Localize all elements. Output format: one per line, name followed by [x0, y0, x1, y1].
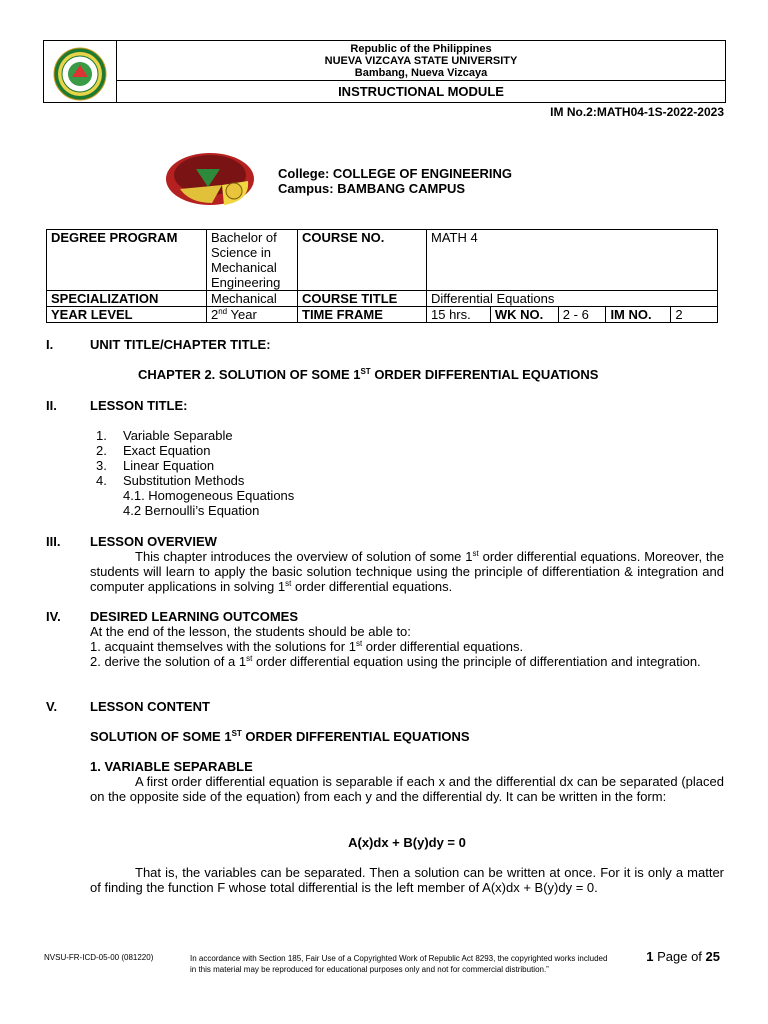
list-number: 4.: [96, 473, 107, 488]
overview-text: This chapter introduces the overview of solution of some 1: [135, 549, 473, 564]
course-title-value: Differential Equations: [427, 291, 718, 307]
campus-line: Campus: BAMBANG CAMPUS: [278, 181, 466, 196]
outcome-item: [90, 639, 724, 654]
section-title-content: LESSON CONTENT: [90, 699, 210, 714]
section-title-outcomes: DESIRED LEARNING OUTCOMES: [90, 609, 299, 624]
copyright-notice: In accordance with Section 185, Fair Use of a Copyrighted Work of Republic Act 8293, the copyrighted works included in this material may be reproduced for educational purposes only and not for commercial distribution.”: [190, 954, 608, 974]
ordinal-sup: st: [285, 579, 292, 588]
list-text: Linear Equation: [123, 458, 215, 473]
section-number: III.: [46, 534, 61, 549]
chapter-title-text-end: ORDER DIFFERENTIAL EQUATIONS: [370, 367, 599, 382]
ordinal-sup: st: [355, 639, 363, 648]
list-item: [96, 443, 294, 458]
content-title-text-end: ORDER DIFFERENTIAL EQUATIONS: [241, 729, 470, 744]
section-number: II.: [46, 398, 57, 413]
lesson-list: [96, 428, 294, 518]
course-no-value: MATH 4: [427, 230, 718, 291]
chapter-title-text: CHAPTER 2. SOLUTION OF SOME 1: [138, 367, 361, 382]
im-no-label: IM NO.: [606, 307, 671, 323]
table-row: [47, 230, 718, 291]
variable-separable-paragraph-2: That is, the variables can be separated. Then a solution can be written at once. For it is only a matter of finding the function F whose total differential is the left member of A(x)dx + B(y)dy = 0.: [90, 865, 724, 895]
list-item: 4.2 Bernoulli’s Equation: [123, 503, 260, 518]
specialization-value: Mechanical: [207, 291, 298, 307]
chapter-title: [138, 367, 598, 382]
list-item: 4.1. Homogeneous Equations: [123, 488, 295, 503]
university-name: NUEVA VIZCAYA STATE UNIVERSITY: [324, 55, 518, 67]
republic-line: Republic of the Philippines: [350, 43, 492, 55]
college-logo-icon: [160, 145, 270, 211]
year-suffix: nd: [218, 307, 228, 316]
university-seal-cell: [43, 40, 116, 103]
degree-program-value: Bachelor of Science in Mechanical Engineering: [207, 230, 298, 291]
list-text: Variable Separable: [123, 428, 233, 443]
im-no-value: 2: [671, 307, 718, 323]
university-name-block: [117, 43, 725, 79]
current-page: 1: [646, 949, 654, 964]
chapter-title-sup: ST: [360, 367, 371, 376]
overview-text: order differential equations. Moreover, the students will learn to apply the basic solution technique using the principle of differentiation & integration and computer applications in solving 1: [90, 549, 724, 594]
college-info: [278, 166, 512, 196]
overview-paragraph: [90, 549, 724, 594]
list-item: [96, 458, 294, 473]
year-number: 2: [211, 307, 219, 322]
year-level-label: YEAR LEVEL: [47, 307, 207, 323]
page-of-text: Page of: [653, 949, 706, 964]
page-number: [600, 949, 720, 964]
content-title-text: SOLUTION OF SOME 1: [90, 729, 232, 744]
variable-separable-title: 1. VARIABLE SEPARABLE: [90, 759, 253, 774]
course-no-label: COURSE NO.: [298, 230, 427, 291]
year-word: Year: [227, 307, 257, 322]
header-divider: [117, 80, 725, 81]
outcomes-block: [90, 624, 724, 669]
list-number: 3.: [96, 458, 107, 473]
university-seal-icon: [44, 41, 117, 104]
list-number: 1.: [96, 428, 107, 443]
overview-text: order differential equations.: [291, 579, 453, 594]
outcome-text: 1. acquaint themselves with the solutions for 1: [90, 639, 356, 654]
section-title-overview: LESSON OVERVIEW: [90, 534, 217, 549]
outcomes-intro: At the end of the lesson, the students should be able to:: [90, 624, 411, 639]
list-item: [96, 428, 294, 443]
section-number: I.: [46, 337, 54, 352]
degree-program-label: DEGREE PROGRAM: [47, 230, 207, 291]
document-header: [43, 40, 726, 103]
list-number: 2.: [96, 443, 107, 458]
ordinal-sup: st: [246, 654, 253, 663]
section-number: V.: [46, 699, 58, 714]
section-title-lesson: LESSON TITLE:: [90, 398, 188, 413]
table-row: [47, 307, 718, 323]
list-text: Exact Equation: [123, 443, 211, 458]
ordinal-sup: st: [472, 549, 479, 558]
header-title-cell: [116, 40, 726, 103]
content-title: [90, 729, 470, 744]
variable-separable-paragraph: A first order differential equation is separable if each x and the differential dx can be separated (placed on the opposite side of the equation) from each y and the differential dy. It can be written in the form:: [90, 774, 724, 804]
university-location: Bambang, Nueva Vizcaya: [354, 67, 488, 79]
total-pages: 25: [705, 949, 720, 964]
outcome-text: order differential equation using the principle of differentiation and integration.: [252, 654, 701, 669]
module-title: INSTRUCTIONAL MODULE: [338, 84, 504, 99]
list-text: Substitution Methods: [123, 473, 245, 488]
form-code: NVSU-FR-ICD-05-00 (081220): [44, 953, 154, 962]
week-no-label: WK NO.: [490, 307, 558, 323]
section-title-unit: UNIT TITLE/CHAPTER TITLE:: [90, 337, 271, 352]
content-title-sup: ST: [231, 729, 242, 738]
time-frame-label: TIME FRAME: [298, 307, 427, 323]
outcome-text: 2. derive the solution of a 1: [90, 654, 247, 669]
outcome-item: [90, 654, 724, 669]
week-no-value: 2 - 6: [558, 307, 606, 323]
section-number: IV.: [46, 609, 61, 624]
course-title-label: COURSE TITLE: [298, 291, 427, 307]
list-item: [96, 473, 294, 488]
equation: A(x)dx + B(y)dy = 0: [348, 835, 466, 850]
time-frame-value: 15 hrs.: [427, 307, 491, 323]
table-row: [47, 291, 718, 307]
specialization-label: SPECIALIZATION: [47, 291, 207, 307]
college-line: College: COLLEGE OF ENGINEERING: [278, 166, 513, 181]
im-number: IM No.2:MATH04-1S-2022-2023: [550, 105, 724, 119]
outcome-text: order differential equations.: [362, 639, 524, 654]
course-info-table: [46, 229, 718, 323]
year-level-value: [207, 307, 298, 323]
